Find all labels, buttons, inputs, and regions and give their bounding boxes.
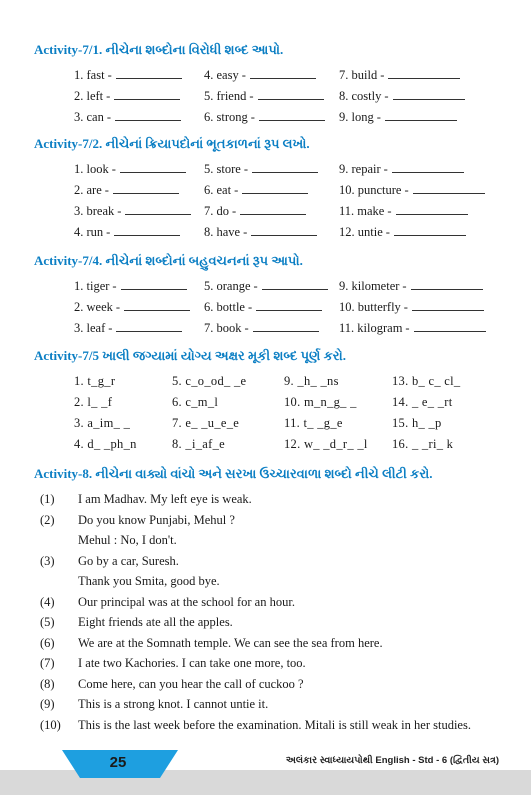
item-word: 7. book bbox=[204, 321, 242, 335]
item-word: 12. untie bbox=[339, 225, 383, 239]
activity-heading: Activity-7/2. નીચેનાં ક્રિયાપદોનાં ભૂતકાળનાં રૂપ લખો. bbox=[34, 136, 310, 151]
exercise-row bbox=[74, 68, 494, 86]
exercise-row bbox=[74, 162, 494, 180]
item-dash: - bbox=[234, 183, 239, 197]
sentence-continuation: Mehul : No, I don't. bbox=[78, 533, 177, 547]
answer-blank bbox=[116, 321, 182, 332]
activity-heading: Activity-7/5 ખાલી જગ્યામાં યોગ્ય અક્ષર મૂકી શબ્દ પૂર્ણ કરો. bbox=[34, 348, 347, 363]
sentence-number: (6) bbox=[40, 635, 55, 650]
exercise-row bbox=[74, 321, 494, 339]
exercise-item bbox=[204, 110, 325, 125]
page-number: 25 bbox=[109, 754, 127, 771]
answer-blank bbox=[113, 183, 179, 194]
exercise-row bbox=[74, 183, 494, 201]
sentence-row bbox=[40, 697, 268, 712]
item-word: 10. puncture bbox=[339, 183, 402, 197]
sentence-row bbox=[40, 636, 383, 651]
footer-book-title: અલંકાર સ્વાધ્યાયપોથી English - Std - 6 (દ્વિતીય સત્ર) bbox=[285, 755, 499, 766]
sentence-continuation: Thank you Smita, good bye. bbox=[78, 574, 220, 588]
answer-blank bbox=[392, 162, 464, 173]
exercise-item bbox=[204, 68, 316, 83]
exercise-item bbox=[204, 300, 322, 315]
item-word: 5. orange bbox=[204, 279, 251, 293]
answer-blank bbox=[115, 110, 181, 121]
item-word: 7. build bbox=[339, 68, 378, 82]
sentence-number: (9) bbox=[40, 697, 55, 711]
letters-item: 6. c_m_l bbox=[172, 395, 219, 409]
item-word: 4. run bbox=[74, 225, 104, 239]
item-word: 2. week bbox=[74, 300, 113, 314]
item-word: 2. are bbox=[74, 183, 102, 197]
exercise-item bbox=[74, 300, 190, 315]
letters-item: 2. l_ _f bbox=[74, 395, 113, 409]
exercise-item bbox=[339, 89, 465, 104]
item-word: 8. have bbox=[204, 225, 241, 239]
item-word: 3. break bbox=[74, 204, 115, 218]
letters-row bbox=[74, 395, 514, 413]
exercise-item bbox=[339, 300, 484, 315]
item-dash: - bbox=[402, 279, 407, 293]
item-dash: - bbox=[243, 225, 248, 239]
exercise-item bbox=[339, 225, 466, 240]
exercise-item bbox=[74, 321, 182, 336]
exercise-row bbox=[74, 89, 494, 107]
exercise-item bbox=[74, 89, 180, 104]
sentence-number: (3) bbox=[40, 553, 55, 568]
item-dash: - bbox=[117, 204, 122, 218]
exercise-item bbox=[74, 279, 187, 294]
exercise-item bbox=[204, 279, 328, 294]
letters-item: 9. _h_ _ns bbox=[284, 374, 339, 388]
answer-blank bbox=[253, 321, 319, 332]
sentence-number: (1) bbox=[40, 492, 55, 506]
answer-blank bbox=[259, 110, 325, 121]
item-word: 6. bottle bbox=[204, 300, 245, 314]
sentence-number: (7) bbox=[40, 656, 55, 670]
letters-item: 4. d_ _ph_n bbox=[74, 437, 137, 451]
sentence-row bbox=[40, 513, 235, 528]
sentence-row bbox=[40, 718, 471, 733]
item-word: 6. eat bbox=[204, 183, 232, 197]
answer-blank bbox=[124, 300, 190, 311]
letters-row bbox=[74, 437, 514, 455]
item-dash: - bbox=[403, 300, 408, 314]
item-dash: - bbox=[107, 68, 112, 82]
answer-blank bbox=[114, 225, 180, 236]
item-word: 9. kilometer bbox=[339, 279, 400, 293]
sentence-number: (4) bbox=[40, 594, 55, 609]
sentence-row bbox=[40, 656, 306, 671]
answer-blank bbox=[120, 162, 186, 173]
answer-blank bbox=[262, 279, 328, 290]
sentence-text: Come here, can you hear the call of cuckoo ? bbox=[78, 676, 304, 691]
exercise-item bbox=[74, 162, 186, 177]
exercise-item bbox=[74, 68, 182, 83]
letters-item: 12. w_ _d_r_ _l bbox=[284, 437, 368, 451]
item-dash: - bbox=[383, 162, 388, 176]
sentence-row bbox=[40, 677, 304, 692]
sentence-row bbox=[40, 492, 252, 507]
item-dash: - bbox=[405, 321, 410, 335]
item-word: 10. butterfly bbox=[339, 300, 401, 314]
activity-heading: Activity-7/1. નીચેના શબ્દોના વિરોધી શબ્દ આપો. bbox=[34, 42, 284, 57]
item-dash: - bbox=[249, 89, 254, 103]
exercise-item bbox=[339, 68, 460, 83]
activity-heading: Activity-7/4. નીચેનાં શબ્દોનાં બહુવચનનાં રૂપ આપો. bbox=[34, 253, 303, 268]
letters-item: 13. b_ c_ cl_ bbox=[392, 374, 461, 388]
answer-blank bbox=[388, 68, 460, 79]
item-dash: - bbox=[106, 89, 111, 103]
sentence-text: This is a strong knot. I cannot untie it. bbox=[78, 697, 269, 711]
item-word: 1. look bbox=[74, 162, 109, 176]
exercise-item bbox=[204, 183, 308, 198]
item-dash: - bbox=[387, 204, 392, 218]
letters-item: 7. e_ _u_e_e bbox=[172, 416, 240, 430]
answer-blank bbox=[412, 300, 484, 311]
item-word: 3. leaf bbox=[74, 321, 106, 335]
item-dash: - bbox=[250, 110, 255, 124]
item-word: 3. can bbox=[74, 110, 104, 124]
exercise-item bbox=[339, 204, 468, 219]
item-dash: - bbox=[232, 204, 237, 218]
letters-item: 11. t_ _g_e bbox=[284, 416, 343, 430]
exercise-item bbox=[204, 89, 324, 104]
exercise-item bbox=[204, 321, 319, 336]
item-word: 1. tiger bbox=[74, 279, 110, 293]
item-word: 7. do bbox=[204, 204, 229, 218]
letters-item: 14. _ e_ _rt bbox=[392, 395, 453, 409]
answer-blank bbox=[121, 279, 187, 290]
exercise-row bbox=[74, 279, 494, 297]
item-word: 6. strong bbox=[204, 110, 248, 124]
letters-item: 3. a_im_ _ bbox=[74, 416, 131, 430]
exercise-item bbox=[339, 321, 486, 336]
letters-item: 16. _ _ri_ k bbox=[392, 437, 454, 451]
item-dash: - bbox=[106, 225, 111, 239]
item-dash: - bbox=[244, 321, 249, 335]
exercise-item bbox=[74, 204, 191, 219]
item-dash: - bbox=[385, 225, 390, 239]
answer-blank bbox=[256, 300, 322, 311]
item-dash: - bbox=[376, 110, 381, 124]
sentence-number: (8) bbox=[40, 676, 55, 691]
sentence-number: (5) bbox=[40, 615, 55, 629]
item-word: 11. make bbox=[339, 204, 385, 218]
answer-blank bbox=[385, 110, 457, 121]
answer-blank bbox=[125, 204, 191, 215]
item-dash: - bbox=[106, 110, 112, 124]
sentence-row bbox=[40, 615, 233, 630]
item-word: 8. costly bbox=[339, 89, 382, 103]
item-dash: - bbox=[108, 321, 113, 335]
exercise-item bbox=[339, 279, 483, 294]
letters-item: 15. h_ _p bbox=[392, 416, 442, 430]
exercise-row bbox=[74, 110, 494, 128]
exercise-item bbox=[339, 183, 485, 198]
exercise-item bbox=[204, 162, 318, 177]
sentence-text: I ate two Kachories. I can take one more, too. bbox=[78, 656, 306, 670]
sentence-text: Do you know Punjabi, Mehul ? bbox=[78, 512, 235, 527]
exercise-item bbox=[339, 110, 457, 125]
item-word: 9. long bbox=[339, 110, 374, 124]
sentence-number: (2) bbox=[40, 512, 55, 527]
item-word: 1. fast bbox=[74, 68, 105, 82]
item-word: 2. left bbox=[74, 89, 104, 103]
sentence-number: (10) bbox=[40, 717, 61, 732]
answer-blank bbox=[394, 225, 466, 236]
answer-blank bbox=[114, 89, 180, 100]
sentence-row bbox=[40, 554, 179, 569]
item-dash: - bbox=[253, 279, 258, 293]
sentence-row bbox=[40, 595, 295, 610]
activity-heading: Activity-8. નીચેના વાક્યો વાંચો અને સરખા ઉચ્ચારવાળા શબ્દો નીચે લીટી કરો. bbox=[34, 466, 433, 481]
exercise-item bbox=[74, 110, 181, 125]
exercise-row bbox=[74, 300, 494, 318]
item-word: 11. kilogram bbox=[339, 321, 403, 335]
exercise-row bbox=[74, 225, 494, 243]
exercise-item bbox=[204, 225, 317, 240]
answer-blank bbox=[258, 89, 324, 100]
answer-blank bbox=[251, 225, 317, 236]
answer-blank bbox=[116, 68, 182, 79]
exercise-item bbox=[74, 183, 179, 198]
item-dash: - bbox=[384, 89, 389, 103]
sentence-text: Go by a car, Suresh. bbox=[78, 553, 179, 568]
item-dash: - bbox=[241, 68, 246, 82]
exercise-item bbox=[339, 162, 464, 177]
exercise-row bbox=[74, 204, 494, 222]
item-dash: - bbox=[243, 162, 248, 176]
answer-blank bbox=[240, 204, 306, 215]
answer-blank bbox=[414, 321, 486, 332]
letters-item: 1. t_g_r bbox=[74, 374, 116, 388]
item-dash: - bbox=[104, 183, 109, 197]
item-dash: - bbox=[380, 68, 385, 82]
exercise-item bbox=[204, 204, 306, 219]
item-dash: - bbox=[111, 162, 116, 176]
letters-item: 8. _i_af_e bbox=[172, 437, 225, 451]
letters-item: 5. c_o_od_ _e bbox=[172, 374, 247, 388]
item-word: 5. friend bbox=[204, 89, 247, 103]
answer-blank bbox=[393, 89, 465, 100]
item-dash: - bbox=[112, 279, 117, 293]
answer-blank bbox=[252, 162, 318, 173]
letters-row bbox=[74, 374, 514, 392]
letters-row bbox=[74, 416, 514, 434]
answer-blank bbox=[250, 68, 316, 79]
answer-blank bbox=[411, 279, 483, 290]
sentence-text: Our principal was at the school for an hour. bbox=[78, 594, 295, 609]
sentence-text: We are at the Somnath temple. We can see the sea from here. bbox=[78, 635, 383, 650]
exercise-item bbox=[74, 225, 180, 240]
sentence-text: Eight friends ate all the apples. bbox=[78, 615, 233, 629]
sentence-text: This is the last week before the examination. Mitali is still weak in her studies. bbox=[78, 717, 471, 732]
item-word: 9. repair bbox=[339, 162, 381, 176]
item-word: 4. easy bbox=[204, 68, 239, 82]
answer-blank bbox=[242, 183, 308, 194]
item-dash: - bbox=[247, 300, 253, 314]
sentence-text: I am Madhav. My left eye is weak. bbox=[78, 492, 252, 506]
letters-item: 10. m_n_g_ _ bbox=[284, 395, 357, 409]
item-dash: - bbox=[404, 183, 409, 197]
answer-blank bbox=[396, 204, 468, 215]
item-dash: - bbox=[115, 300, 121, 314]
item-word: 5. store bbox=[204, 162, 241, 176]
answer-blank bbox=[413, 183, 485, 194]
